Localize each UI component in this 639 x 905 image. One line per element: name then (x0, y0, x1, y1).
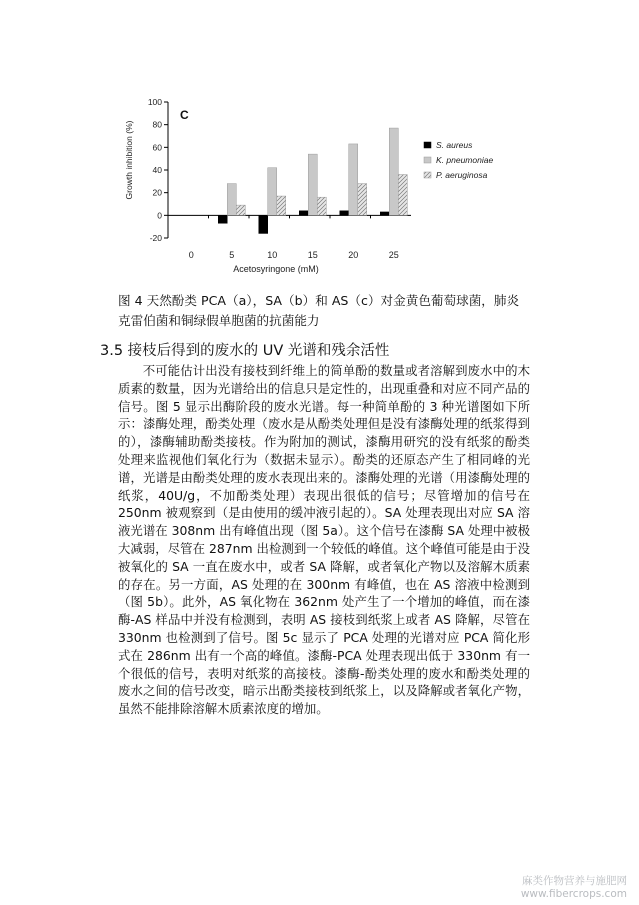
chart-legend (424, 140, 493, 180)
x-tick-label: 10 (267, 250, 278, 260)
bar-k-pneumoniae (227, 184, 236, 216)
legend-swatch (424, 142, 431, 148)
bar-s-aureus (340, 211, 349, 216)
bar-s-aureus (299, 211, 308, 216)
legend-swatch (424, 172, 431, 178)
legend-label: P. aeruginosa (436, 170, 488, 180)
x-tick-label: 25 (388, 250, 399, 260)
y-tick-label: 60 (152, 142, 162, 153)
bar-s-aureus (259, 215, 268, 233)
x-tick-label: 15 (307, 250, 318, 260)
section-heading: 3.5 接枝后得到的废水的 UV 光谱和残余活性 (100, 343, 390, 359)
y-tick-label: 20 (152, 187, 162, 198)
body-paragraph: 不可能估计出没有接枝到纤维上的简单酚的数量或者溶解到废水中的木质素的数量，因为光谱给出的信息只是定性的，出现重叠和对应不同产品的信号。图 5 显示出酶阶段的废水光谱。每一种简单酚的 3 种光谱图如下所示：漆酶处理，酚类处理（废水是从酚类处理但是没有漆酶处理的纸浆得到的），漆酶辅助酚类接枝。作为附加的测试，漆酶用研究的没有纸浆的酚类处理来监视他们氧化行为（数据未显示）。酚类的还原态产生了相同峰的光谱，光谱是由酚类处理的废水表现出来的。漆酶处理的光谱（用漆酶处理的纸浆，40U/g，不加酚类处理）表现出很低的信号；尽管增加的信号在 250nm 被观察到（是由使用的缓冲液引起的）。SA 处理表现出对应 SA 溶液光谱在 308nm 出有峰值出现（图 5a）。这个信号在漆酶 SA 处理中被极大减弱，尽管在 287nm 出检测到一个较低的峰值。这个峰值可能是由于没被氧化的 SA 一直在废水中，或者 SA 降解，或者氧化产物以及溶解木质素的存在。另一方面，AS 处理的在 300nm 有峰值，也在 AS 溶液中检测到（图 5b）。此外，AS 氧化物在 362nm 处产生了一个增加的峰值，而在漆酶-AS 样品中并没有检测到，表明 AS 接枝到纸浆上或者 AS 降解，尽管在 330nm 也检测到了信号。图 5c 显示了 PCA 处理的光谱对应 PCA 简化形式在 286nm 出有一个高的峰值。漆酶-PCA 处理表现出低于 330nm 有一个很低的信号，表明对纸浆的高接枝。漆酶-酚类处理的废水和酚类处理的废水之间的信号改变，暗示出酚类接枝到纸浆上，以及降解或者氧化产物，虽然不能排除溶解木质素浓度的增加。 (118, 363, 530, 717)
bar-p-aeruginosa (358, 184, 367, 216)
watermark-site-name: 麻类作物营养与施肥网 (522, 875, 627, 887)
x-tick-label: 0 (188, 250, 194, 260)
y-tick-label: 80 (152, 119, 162, 130)
figure-caption: 图 4 天然酚类 PCA（a），SA（b）和 AS（c）对金黄色葡萄球菌，肺炎克雷伯菌和铜绿假单胞菌的抗菌能力 (118, 293, 520, 328)
growth-inhibition-bar-chart (118, 88, 518, 283)
bar-k-pneumoniae (268, 168, 277, 216)
y-tick-label: 100 (147, 97, 162, 107)
panel-label: C (180, 108, 189, 122)
bar-s-aureus (218, 215, 227, 223)
legend-swatch (424, 157, 431, 163)
x-tick-label: 20 (348, 250, 359, 260)
legend-label: S. aureus (436, 140, 473, 150)
bar-s-aureus (380, 212, 389, 215)
y-tick-label: 40 (152, 165, 162, 175)
bar-p-aeruginosa (398, 175, 407, 216)
y-axis-label: Growth inhibition (%) (124, 120, 134, 200)
bar-k-pneumoniae (349, 144, 358, 215)
bar-p-aeruginosa (277, 196, 286, 215)
bar-k-pneumoniae (308, 154, 317, 215)
bar-k-pneumoniae (389, 128, 398, 215)
y-tick-label: -20 (149, 233, 162, 243)
legend-label: K. pneumoniae (436, 155, 494, 165)
x-axis-label: Acetosyringone (mM) (233, 264, 319, 274)
site-watermark (521, 875, 627, 901)
y-tick-label: 0 (157, 210, 162, 221)
watermark-url: www.fibercrops.com (520, 888, 627, 900)
x-tick-label: 5 (229, 250, 235, 260)
bar-p-aeruginosa (236, 205, 245, 215)
bar-p-aeruginosa (317, 197, 326, 215)
